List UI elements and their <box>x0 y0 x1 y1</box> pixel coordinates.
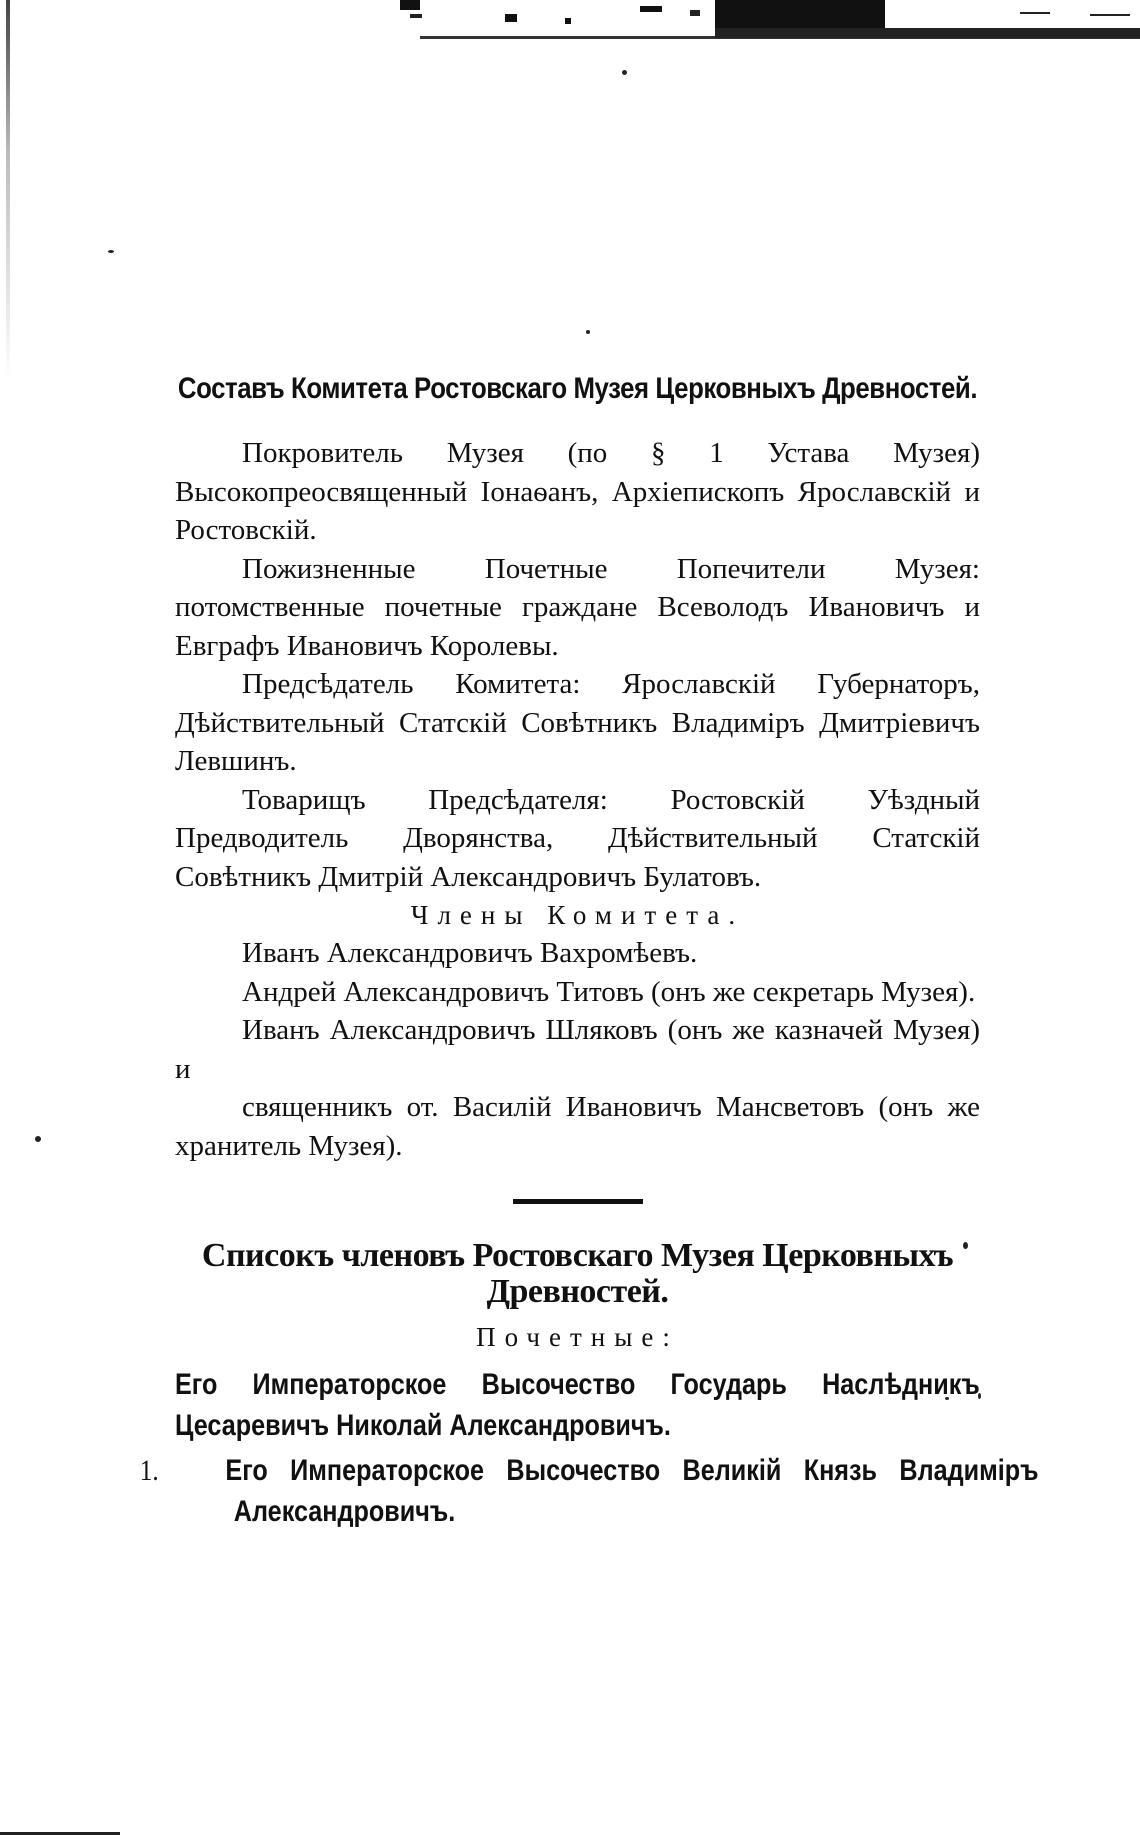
honorary-list-item <box>139 1450 1039 1532</box>
scan-edge-artifact <box>400 0 1140 50</box>
honorary-item-text: Его Императорское Высочество Великій Князь Владиміръ Александровичъ. <box>225 1454 1039 1528</box>
chairman-paragraph: Предсѣдатель Комитета: Ярославскій Губернаторъ, Дѣйствительный Статскій Совѣтникъ Владиміръ Дмитріевичъ Левшинъ. <box>175 668 980 777</box>
honorary-lead: Его Императорское Высочество Государь Наслѣдникъ Цесаревичъ Николай Александровичъ. <box>175 1368 980 1442</box>
member-item: Иванъ Александровичъ Вахромѣевъ. <box>242 937 698 969</box>
vice-chairman-paragraph: Товарищъ Предсѣдателя: Ростовскій Уѣздный Предводитель Дворянства, Дѣйствительный Статскій Совѣтникъ Дмитрій Александровичъ Булатовъ. <box>175 783 980 893</box>
member-item: Андрей Александровичъ Титовъ (онъ же секретарь Музея). <box>242 975 976 1008</box>
trustees-paragraph: Пожизненные Почетные Попечители Музея: потомственные почетные граждане Всеволодъ Ивановичъ и Евграфъ Ивановичъ Королевы. <box>175 552 980 662</box>
section-divider <box>513 1199 643 1204</box>
members-heading: Члены Комитета. <box>410 900 745 930</box>
speck <box>622 70 627 75</box>
honorary-item-number: 1. <box>139 1454 159 1487</box>
scan-left-edge <box>6 0 10 380</box>
document-page <box>139 370 1039 1532</box>
scan-bottom-edge <box>0 1832 120 1835</box>
patron-paragraph: Покровитель Музея (по § 1 Устава Музея) Высокопреосвященный Іонаѳанъ, Архіепископъ Ярославскій и Ростовскій. <box>175 437 980 546</box>
members-list-title: Списокъ членовъ Ростовскаго Музея Церковныхъ Древностей. <box>201 1237 954 1310</box>
committee-title: Составъ Комитета Ростовскаго Музея Церковныхъ Древностей. <box>177 372 978 405</box>
member-item: Иванъ Александровичъ Шляковъ (онъ же казначей Музея) и <box>175 1014 980 1085</box>
speck <box>586 330 590 334</box>
member-item: священникъ от. Василій Ивановичъ Мансветовъ (онъ же хранитель Музея). <box>175 1091 980 1162</box>
honorary-heading: Почетные: <box>476 1322 679 1352</box>
speck <box>35 1136 41 1142</box>
speck <box>108 250 114 253</box>
